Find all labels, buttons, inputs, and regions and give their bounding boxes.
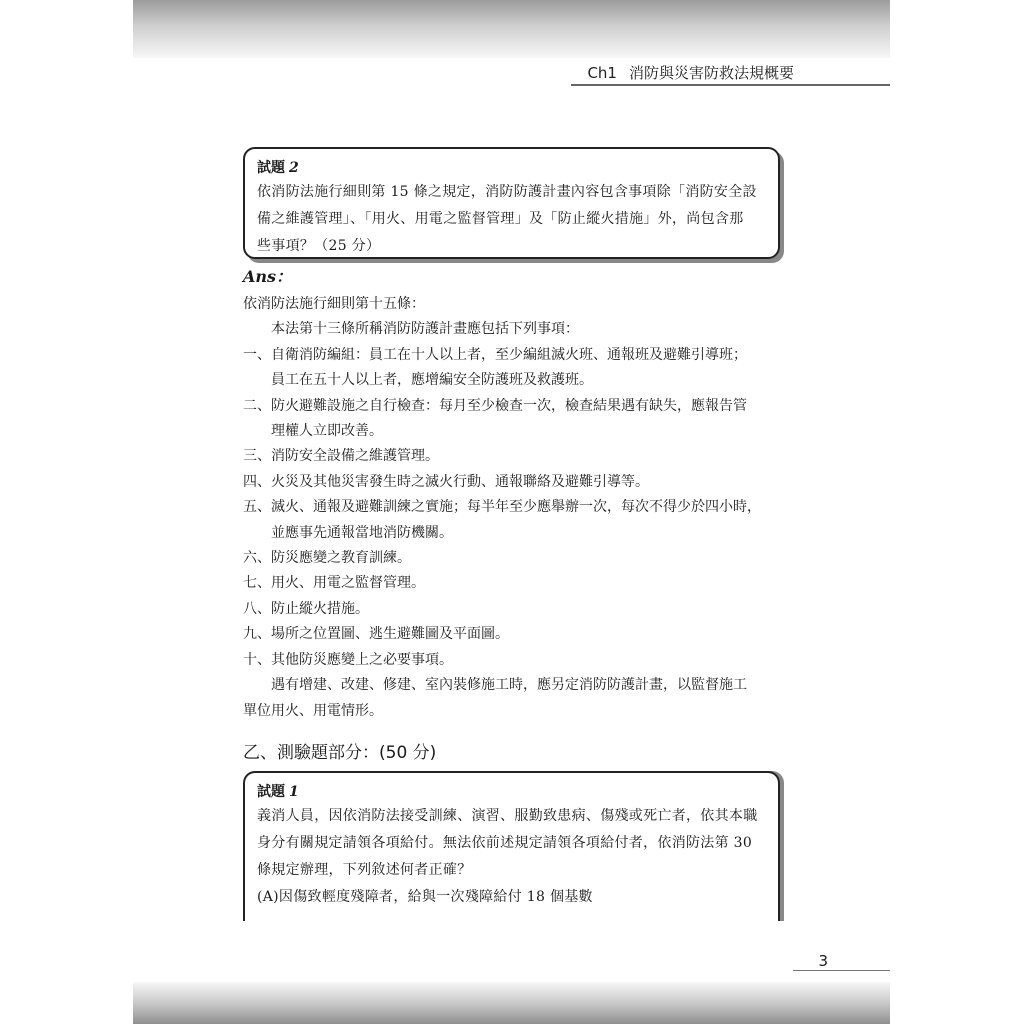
list-item: 十、其他防災應變上之必要事項。 (243, 651, 453, 668)
question-title: 試題 2 (257, 160, 299, 176)
answer-option: (A)因傷致輕度殘障者，給與一次殘障給付 18 個基數 (257, 889, 593, 905)
list-item-continuation: 員工在五十人以上者，應增編安全防護班及救護班。 (271, 372, 593, 389)
page-number: 3 (818, 952, 828, 970)
list-item: 七、用火、用電之監督管理。 (243, 575, 425, 592)
chapter-title: 消防與災害防救法規概要 (628, 64, 794, 82)
answer-intro: 依消防法施行細則第十五條： (243, 296, 425, 312)
question-text: 義消人員，因依消防法接受訓練、演習、服勤致患病、傷殘或死亡者，依其本職 身分有關規定請領各項給付。無法依前述規定請領各項給付者，依消防法第 30 條規定辦理，下列敘述何者正確？ (A)因傷致輕度殘障者，給與一次殘障給付 18 個基數 (257, 803, 766, 911)
list-item: 三、消防安全設備之維護管理。 (243, 448, 439, 465)
answer-closing-1: 遇有增建、改建、修建、室內裝修施工時，應另定消防防護計畫，以監督施工 (271, 677, 747, 694)
question-box-1 (243, 771, 780, 921)
list-item: 五、滅火、通報及避難訓練之實施；每半年至少應舉辦一次，每次不得少於四小時， (243, 499, 761, 516)
question-box-2 (243, 147, 780, 259)
answer-lead: 本法第十三條所稱消防防護計畫應包括下列事項： (271, 321, 579, 338)
list-item: 一、自衛消防編組：員工在十人以上者，至少編組滅火班、通報班及避難引導班； (243, 346, 747, 363)
answer-label: Ans： (243, 267, 293, 286)
footer-gradient (133, 982, 890, 1024)
question-text: 依消防法施行細則第 15 條之規定，消防防護計畫內容包含事項除「消防安全設 備之維護管理」、「用火、用電之監督管理」及「防止縱火措施」外，尚包含那 些事項？（25 分） (257, 184, 757, 254)
list-item-continuation: 理權人立即改善。 (271, 423, 383, 440)
list-item: 二、防火避難設施之自行檢查：每月至少檢查一次，檢查結果遇有缺失，應報告管 (243, 397, 747, 414)
list-item: 八、防止縱火措施。 (243, 600, 369, 617)
header-gradient (133, 0, 890, 58)
book-page (133, 0, 890, 1024)
chapter-number: Ch1 (587, 64, 617, 82)
list-item: 九、場所之位置圖、逃生避難圖及平面圖。 (243, 626, 509, 643)
chapter-header (587, 62, 794, 83)
question-title: 試題 1 (257, 784, 299, 800)
list-item: 六、防災應變之教育訓練。 (243, 550, 411, 567)
footer-rule (793, 970, 890, 971)
list-item-continuation: 並應事先通報當地消防機關。 (271, 524, 453, 541)
section-heading: 乙、測驗題部分：(50 分) (243, 743, 437, 763)
list-item: 四、火災及其他災害發生時之滅火行動、通報聯絡及避難引導等。 (243, 473, 649, 490)
answer-closing-2: 單位用火、用電情形。 (243, 702, 383, 719)
header-rule (571, 84, 890, 86)
answer-body (243, 292, 788, 724)
